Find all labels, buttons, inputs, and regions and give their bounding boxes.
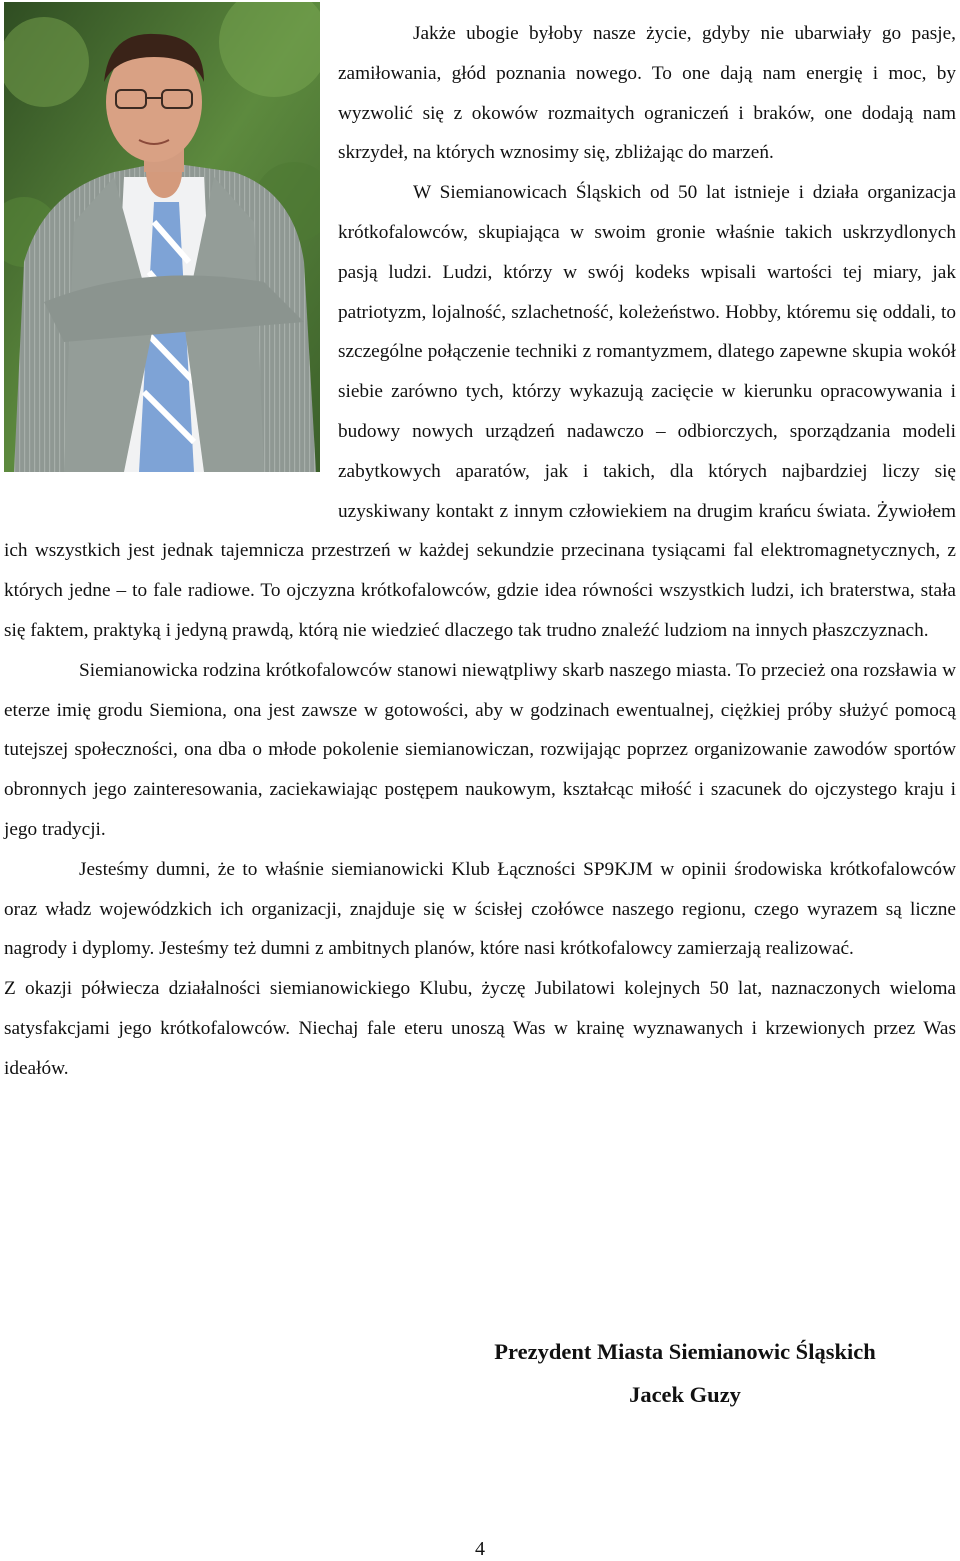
paragraph-4: Jesteśmy dumni, że to właśnie siemianowicki Klub Łączności SP9KJM w opinii środowiska krótkofalowców oraz władz wojewódzkich ich organizacji, znajduje się w ścisłej czołówce naszego regionu, czego wyrazem są liczne nagrody i dyplomy. Jesteśmy też dumni z ambitnych planów, które nasi krótkofalowcy zamierzają realizować. — [4, 858, 956, 960]
paragraph-1: Jakże ubogie byłoby nasze życie, gdyby nie ubarwiały go pasje, zamiłowania, głód poznania nowego. To one dają nam energię i moc, by wyzwolić się z okowów rozmaitych ograniczeń i braków, one dodają nam skrzydeł, na których wznosimy się, zbliżając do marzeń. — [338, 23, 956, 164]
paragraph-5: Z okazji półwiecza działalności siemianowickiego Klubu, życzę Jubilatowi kolejnych 50 lat, naznaczonych wieloma satysfakcjami jego krótkofalowców. Niechaj fale eteru unoszą Was w krainę wyznawanych i krzewionych przez Was ideałów. — [4, 978, 956, 1079]
page-number: 4 — [475, 1538, 485, 1560]
photo-spacer — [4, 14, 338, 492]
letter-body — [4, 14, 956, 1089]
signature-title: Prezydent Miasta Siemianowic Śląskich — [494, 1339, 876, 1364]
paragraph-3: Siemianowicka rodzina krótkofalowców stanowi niewątpliwy skarb naszego miasta. To przecież ona rozsławia w eterze imię grodu Siemiona, ona jest zawsze w gotowości, aby w godzinach ewentualnej, ciężkiej próby służyć pomocą tutejszej społeczności, ona dba o młode pokolenie siemianowiczan, rozwijając poprzez organizowanie zawodów sportów obronnych jego zainteresowania, zaciekawiając postępem naukowym, kształcąc miłość i szacunek do ojczystego kraju i jego tradycji. — [4, 659, 956, 840]
paragraph-2: W Siemianowicach Śląskich od 50 lat istnieje i działa organizacja krótkofalowców, skupiająca w swoim gronie właśnie takich uskrzydlonych pasją ludzi. Ludzi, którzy w swój kodeks wpisali wartości tej miary, jak patriotyzm, lojalność, szlachetność, koleżeństwo. Hobby, któremu się oddali, to szczególne połączenie techniki z romantyzmem, dlatego zapewne skupia wokół siebie zarówno tych, którzy wykazują zacięcie w kierunku opracowywania i budowy nowych urządzeń nadawczo – odbiorczych, sporządzania modeli zabytkowych aparatów, jak i takich, dla których najbardziej liczy się uzyskiwany kontakt z innym człowiekiem na drugim krańcu świata. Żywiołem ich wszystkich jest jednak tajemnicza przestrzeń w każdej sekundzie przecinana tysiącami fal elektromagnetycznych, z których jedne – to fale radiowe. To ojczyzna krótkofalowców, gdzie idea równości wszystkich ludzi, ich braterstwa, stała się faktem, praktyką i jedyną prawdą, którą nie wiedzieć dlaczego tak trudno znaleźć ludziom na innych płaszczyznach. — [4, 182, 956, 641]
signature-name: Jacek Guzy — [629, 1382, 741, 1407]
signature-block — [440, 1330, 930, 1416]
